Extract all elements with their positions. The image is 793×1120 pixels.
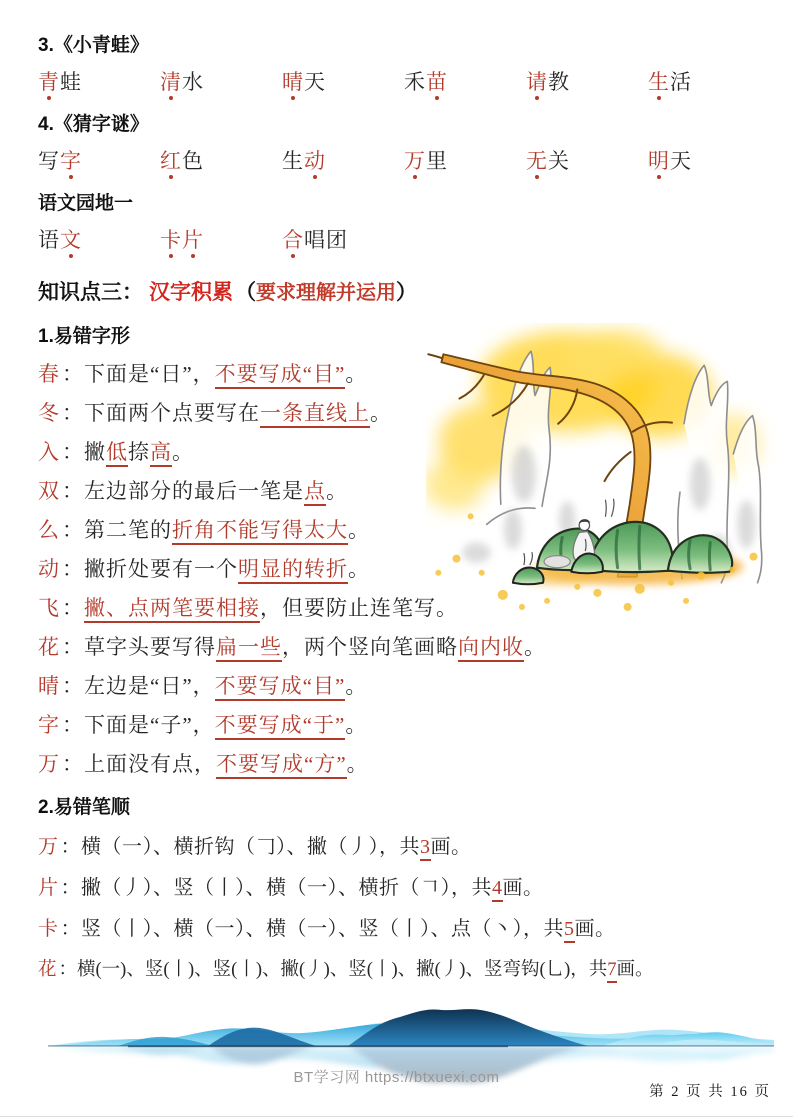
subsection-glyph-errors: 1.易错字形 xyxy=(38,326,130,347)
vocab-word: 写字 xyxy=(38,149,82,173)
vocab-word: 无关 xyxy=(526,149,570,173)
note-line: 飞：撇、点两笔要相接，但要防止连笔写。 xyxy=(38,594,769,622)
note-line: 双：左边部分的最后一笔是点。 xyxy=(38,477,769,505)
note-line: 么：第二笔的折角不能写得太大。 xyxy=(38,516,769,544)
mountain-range xyxy=(48,1009,774,1046)
vocab-row-3 xyxy=(38,225,769,255)
note-line: 晴：左边是“日”，不要写成“目”。 xyxy=(38,672,769,700)
vocab-word: 请教 xyxy=(526,70,570,94)
stroke-order-list xyxy=(38,833,769,984)
vocab-row-2 xyxy=(38,146,769,176)
lesson-title-caizimi: 4.《猜字谜》 xyxy=(38,114,149,135)
vocab-word: 生活 xyxy=(648,70,692,94)
kp-paren-open: （ xyxy=(235,281,256,304)
note-line: 片 ：撇（丿）、竖（丨）、横（一）、横折（𠃍），共4画。 xyxy=(38,874,769,902)
note-line: 字：下面是“子”，不要写成“于”。 xyxy=(38,711,769,739)
page-bottom-edge xyxy=(0,1116,793,1118)
knowledge-point-heading xyxy=(38,279,769,307)
note-line: 春：下面是“日”，不要写成“目”。 xyxy=(38,360,769,388)
kp-note: 要求理解并运用 xyxy=(256,282,396,304)
vocab-word: 语文 xyxy=(38,228,82,252)
note-line: 入：撇低捺高。 xyxy=(38,438,769,466)
kp-prefix: 知识点三： xyxy=(38,281,143,304)
vocab-word: 合唱团 xyxy=(282,228,348,252)
note-line: 万 ：横（一）、横折钩（𠃌）、撇（丿），共3画。 xyxy=(38,833,769,861)
note-line: 冬：下面两个点要写在一条直线上。 xyxy=(38,399,769,427)
kp-paren-close: ） xyxy=(396,281,417,304)
vocab-word: 晴天 xyxy=(282,70,326,94)
note-line: 万：上面没有点，不要写成“方”。 xyxy=(38,750,769,778)
note-line: 卡 ：竖（丨）、横（一）、横（一）、竖（丨）、点（丶），共5画。 xyxy=(38,915,769,943)
subsection-stroke-order: 2.易错笔顺 xyxy=(38,797,130,818)
vocab-word: 万里 xyxy=(404,149,448,173)
site-watermark: BT学习网 https://btxuexi.com xyxy=(293,1069,500,1086)
lesson-title-xiaoqingwa: 3.《小青蛙》 xyxy=(38,35,149,56)
vocab-word: 红色 xyxy=(160,149,204,173)
vocab-word: 明天 xyxy=(648,149,692,173)
vocab-word: 清水 xyxy=(160,70,204,94)
kp-title: 汉字积累 xyxy=(149,281,233,304)
glyph-error-list xyxy=(38,360,769,778)
vocab-word: 青蛙 xyxy=(38,70,82,94)
vocab-row-1 xyxy=(38,67,769,97)
vocab-word: 禾苗 xyxy=(404,70,448,94)
lesson-title-yuwenyuandi: 语文园地一 xyxy=(38,193,134,214)
note-line: 花：草字头要写得扁一些，两个竖向笔画略向内收。 xyxy=(38,633,769,661)
vocab-word: 卡片 xyxy=(160,228,204,252)
note-line: 花 ：横(一)、竖(丨)、竖(丨)、撇(丿)、竖(丨)、撇(丿)、竖弯钩(乚)，共7画。 xyxy=(38,956,769,984)
waterline-dark xyxy=(128,1046,508,1048)
note-line: 动：撇折处要有一个明显的转折。 xyxy=(38,555,769,583)
page-number: 第 2 页 共 16 页 xyxy=(649,1084,771,1100)
vocab-word: 生动 xyxy=(282,149,326,173)
